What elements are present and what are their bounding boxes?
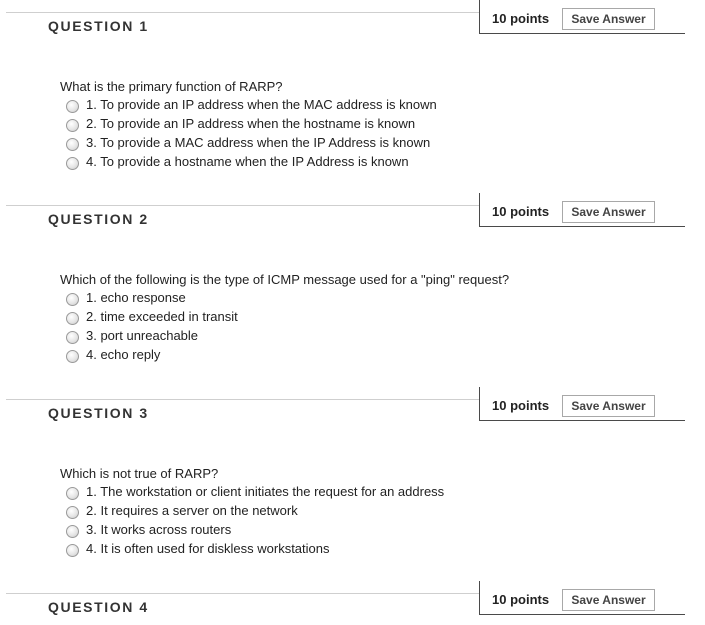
radio-button[interactable]: [66, 331, 79, 344]
answer-options: [66, 288, 238, 364]
save-answer-button[interactable]: Save Answer: [562, 589, 655, 611]
radio-button[interactable]: [66, 293, 79, 306]
option-label: 2. To provide an IP address when the hostname is known: [86, 116, 416, 131]
question-divider: [6, 12, 480, 13]
question-divider: [6, 593, 480, 594]
radio-button[interactable]: [66, 487, 79, 500]
question-block-3: [0, 387, 705, 580]
points-label: 10 points: [492, 398, 550, 413]
question-block-2: [0, 193, 705, 386]
option-label: 4. To provide a hostname when the IP Address is known: [86, 154, 409, 169]
points-panel: [479, 193, 685, 227]
save-answer-button[interactable]: Save Answer: [562, 395, 655, 417]
option-label: 1. To provide an IP address when the MAC address is known: [86, 97, 437, 112]
radio-button[interactable]: [66, 525, 79, 538]
radio-button[interactable]: [66, 138, 79, 151]
question-text: Which is not true of RARP?: [60, 466, 219, 481]
answer-option[interactable]: [66, 501, 444, 520]
points-panel: [479, 387, 685, 421]
option-label: 1. echo response: [86, 290, 186, 305]
points-panel: [479, 581, 685, 615]
answer-option[interactable]: [66, 539, 444, 558]
answer-option[interactable]: [66, 307, 238, 326]
save-answer-button[interactable]: Save Answer: [562, 8, 655, 30]
answer-option[interactable]: [66, 152, 437, 171]
answer-option[interactable]: [66, 288, 238, 307]
option-label: 3. To provide a MAC address when the IP Address is known: [86, 135, 431, 150]
points-panel: [479, 0, 685, 34]
option-label: 3. It works across routers: [86, 522, 232, 537]
option-label: 4. echo reply: [86, 347, 161, 362]
radio-button[interactable]: [66, 119, 79, 132]
question-divider: [6, 205, 480, 206]
answer-option[interactable]: [66, 345, 238, 364]
question-title: QUESTION 1: [48, 18, 149, 34]
option-label: 3. port unreachable: [86, 328, 199, 343]
radio-button[interactable]: [66, 100, 79, 113]
question-divider: [6, 399, 480, 400]
option-label: 4. It is often used for diskless workstations: [86, 541, 330, 556]
question-text: What is the primary function of RARP?: [60, 79, 283, 94]
question-title: QUESTION 2: [48, 211, 149, 227]
question-title: QUESTION 3: [48, 405, 149, 421]
answer-option[interactable]: [66, 520, 444, 539]
radio-button[interactable]: [66, 157, 79, 170]
answer-options: [66, 482, 444, 558]
answer-options: [66, 95, 437, 171]
save-answer-button[interactable]: Save Answer: [562, 201, 655, 223]
answer-option[interactable]: [66, 482, 444, 501]
answer-option[interactable]: [66, 95, 437, 114]
radio-button[interactable]: [66, 506, 79, 519]
option-label: 2. It requires a server on the network: [86, 503, 298, 518]
question-text: Which of the following is the type of ICMP message used for a "ping" request?: [60, 272, 510, 287]
question-block-1: [0, 0, 705, 193]
answer-option[interactable]: [66, 114, 437, 133]
radio-button[interactable]: [66, 350, 79, 363]
radio-button[interactable]: [66, 544, 79, 557]
answer-option[interactable]: [66, 133, 437, 152]
points-label: 10 points: [492, 204, 550, 219]
answer-option[interactable]: [66, 326, 238, 345]
radio-button[interactable]: [66, 312, 79, 325]
question-block-4: [0, 581, 705, 625]
points-label: 10 points: [492, 11, 550, 26]
option-label: 2. time exceeded in transit: [86, 309, 238, 324]
points-label: 10 points: [492, 592, 550, 607]
question-title: QUESTION 4: [48, 599, 149, 615]
option-label: 1. The workstation or client initiates the request for an address: [86, 484, 445, 499]
